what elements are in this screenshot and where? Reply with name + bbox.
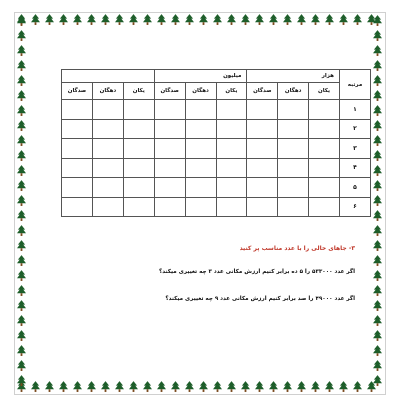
table-row [62,100,371,120]
pine-tree-icon [17,60,26,72]
pine-tree-icon [17,105,26,117]
subheader-row [62,83,371,100]
blank-cell[interactable] [93,178,124,198]
pine-tree-icon [157,14,166,26]
blank-cell[interactable] [278,178,309,198]
pine-tree-icon [17,180,26,192]
pine-tree-icon [213,14,222,26]
blank-cell[interactable] [278,100,309,120]
table-row [62,139,371,159]
blank-cell[interactable] [216,139,247,159]
pine-tree-icon [311,14,320,26]
pine-tree-icon [17,135,26,147]
pine-tree-icon [373,330,382,342]
pine-tree-icon [269,14,278,26]
bottom-border [15,380,385,394]
pine-tree-icon [255,381,264,393]
pine-tree-icon [17,285,26,297]
pine-tree-icon [373,180,382,192]
question-2: اگر عدد ۴۹۰۰۰ را صد برابر کنیم ارزش مکانی عدد ۹ چه تغییری میکند؟ [165,296,355,302]
rank-cell: ۲ [340,119,371,139]
blank-cell[interactable] [123,100,154,120]
blank-cell[interactable] [247,197,278,217]
pine-tree-icon [213,381,222,393]
pine-tree-icon [269,381,278,393]
blank-cell[interactable] [247,158,278,178]
pine-tree-icon [101,14,110,26]
table-row [62,158,371,178]
blank-cell[interactable] [185,158,216,178]
blank-cell[interactable] [309,100,340,120]
pine-tree-icon [59,381,68,393]
worksheet-page [14,12,386,395]
blank-cell[interactable] [62,119,93,139]
blank-cell[interactable] [216,178,247,198]
pine-tree-icon [17,375,26,387]
blank-cell[interactable] [185,139,216,159]
pine-tree-icon [339,14,348,26]
pine-tree-icon [373,210,382,222]
rank-header: مرتبه [340,70,371,100]
group-header-row [62,70,371,83]
blank-cell[interactable] [154,119,185,139]
blank-cell[interactable] [93,139,124,159]
pine-tree-icon [17,45,26,57]
pine-tree-icon [283,381,292,393]
blank-cell[interactable] [154,158,185,178]
subheader-cell: دهگان [278,83,309,100]
pine-tree-icon [171,381,180,393]
pine-tree-icon [283,14,292,26]
pine-tree-icon [17,120,26,132]
pine-tree-icon [17,300,26,312]
pine-tree-icon [87,381,96,393]
pine-tree-icon [143,14,152,26]
pine-tree-icon [17,330,26,342]
pine-tree-icon [17,15,26,27]
subheader-cell: دهگان [185,83,216,100]
pine-tree-icon [373,360,382,372]
pine-tree-icon [17,150,26,162]
pine-tree-icon [373,345,382,357]
group-header-blank [62,70,155,83]
pine-tree-icon [339,381,348,393]
pine-tree-icon [17,90,26,102]
pine-tree-icon [297,381,306,393]
table-row [62,119,371,139]
blank-cell[interactable] [309,119,340,139]
pine-tree-icon [373,315,382,327]
blank-cell[interactable] [62,158,93,178]
subheader-cell: دهگان [93,83,124,100]
pine-tree-icon [73,14,82,26]
pine-tree-icon [373,165,382,177]
subheader-cell: صدگان [247,83,278,100]
pine-tree-icon [17,225,26,237]
group-header-hezar: هزار [247,70,340,83]
table-row [62,197,371,217]
pine-tree-icon [87,14,96,26]
blank-cell[interactable] [93,197,124,217]
pine-tree-icon [373,240,382,252]
pine-tree-icon [157,381,166,393]
pine-tree-icon [373,15,382,27]
blank-cell[interactable] [216,119,247,139]
pine-tree-icon [373,195,382,207]
blank-cell[interactable] [278,119,309,139]
blank-cell[interactable] [278,197,309,217]
pine-tree-icon [373,300,382,312]
pine-tree-icon [241,381,250,393]
blank-cell[interactable] [123,197,154,217]
pine-tree-icon [373,45,382,57]
pine-tree-icon [353,14,362,26]
pine-tree-icon [17,165,26,177]
blank-cell[interactable] [93,158,124,178]
blank-cell[interactable] [247,119,278,139]
top-border [15,13,385,27]
pine-tree-icon [45,14,54,26]
blank-cell[interactable] [154,139,185,159]
blank-cell[interactable] [123,139,154,159]
pine-tree-icon [73,381,82,393]
blank-cell[interactable] [62,139,93,159]
blank-cell[interactable] [309,197,340,217]
rank-cell: ۳ [340,139,371,159]
pine-tree-icon [373,90,382,102]
table-body [62,100,371,217]
blank-cell[interactable] [216,100,247,120]
rank-cell: ۴ [340,158,371,178]
pine-tree-icon [17,195,26,207]
blank-cell[interactable] [247,100,278,120]
blank-cell[interactable] [154,178,185,198]
pine-tree-icon [373,30,382,42]
pine-tree-icon [171,14,180,26]
pine-tree-icon [185,381,194,393]
blank-cell[interactable] [154,197,185,217]
right-border [371,13,385,394]
pine-tree-icon [353,381,362,393]
pine-tree-icon [17,315,26,327]
subheader-cell: یکان [216,83,247,100]
blank-cell[interactable] [93,119,124,139]
pine-tree-icon [199,381,208,393]
pine-tree-icon [45,381,54,393]
blank-cell[interactable] [123,158,154,178]
blank-cell[interactable] [309,139,340,159]
pine-tree-icon [129,381,138,393]
pine-tree-icon [185,14,194,26]
rank-cell: ۶ [340,197,371,217]
pine-tree-icon [325,14,334,26]
pine-tree-icon [255,14,264,26]
section-title: ۳- جاهای خالی را با عدد مناسب پر کنید [239,245,355,252]
pine-tree-icon [115,381,124,393]
pine-tree-icon [373,75,382,87]
pine-tree-icon [373,255,382,267]
pine-tree-icon [373,375,382,387]
pine-tree-icon [227,14,236,26]
pine-tree-icon [17,210,26,222]
pine-tree-icon [129,14,138,26]
pine-tree-icon [17,255,26,267]
blank-cell[interactable] [123,119,154,139]
subheader-cell: یکان [123,83,154,100]
pine-tree-icon [143,381,152,393]
pine-tree-icon [199,14,208,26]
pine-tree-icon [373,285,382,297]
pine-tree-icon [373,270,382,282]
pine-tree-icon [31,381,40,393]
pine-tree-icon [297,14,306,26]
blank-cell[interactable] [278,139,309,159]
blank-cell[interactable] [154,100,185,120]
pine-tree-icon [373,225,382,237]
subheader-cell: صدگان [154,83,185,100]
pine-tree-icon [59,14,68,26]
blank-cell[interactable] [185,119,216,139]
pine-tree-icon [17,270,26,282]
blank-cell[interactable] [62,100,93,120]
pine-tree-icon [17,30,26,42]
pine-tree-icon [31,14,40,26]
blank-cell[interactable] [185,197,216,217]
pine-tree-icon [373,150,382,162]
blank-cell[interactable] [93,100,124,120]
blank-cell[interactable] [309,158,340,178]
pine-tree-icon [373,135,382,147]
pine-tree-icon [17,360,26,372]
pine-tree-icon [373,120,382,132]
pine-tree-icon [17,240,26,252]
pine-tree-icon [115,14,124,26]
blank-cell[interactable] [216,158,247,178]
pine-tree-icon [241,14,250,26]
pine-tree-icon [325,381,334,393]
pine-tree-icon [311,381,320,393]
subheader-cell: صدگان [62,83,93,100]
blank-cell[interactable] [309,178,340,198]
rank-cell: ۱ [340,100,371,120]
blank-cell[interactable] [123,178,154,198]
pine-tree-icon [17,345,26,357]
pine-tree-icon [373,60,382,72]
blank-cell[interactable] [216,197,247,217]
pine-tree-icon [17,75,26,87]
blank-cell[interactable] [247,139,278,159]
pine-tree-icon [101,381,110,393]
rank-cell: ۵ [340,178,371,198]
blank-cell[interactable] [185,100,216,120]
left-border [15,13,29,394]
pine-tree-icon [373,105,382,117]
pine-tree-icon [227,381,236,393]
blank-cell[interactable] [278,158,309,178]
table-row [62,178,371,198]
group-header-million: میلیون [154,70,247,83]
subheader-cell: یکان [309,83,340,100]
blank-cell[interactable] [185,178,216,198]
blank-cell[interactable] [62,197,93,217]
blank-cell[interactable] [247,178,278,198]
question-1: اگر عدد ۵۳۳۰۰۰ را ۵ ده برابر کنیم ارزش مکانی عدد ۳ چه تغییری میکند؟ [159,269,355,275]
blank-cell[interactable] [62,178,93,198]
place-value-table [61,69,371,217]
